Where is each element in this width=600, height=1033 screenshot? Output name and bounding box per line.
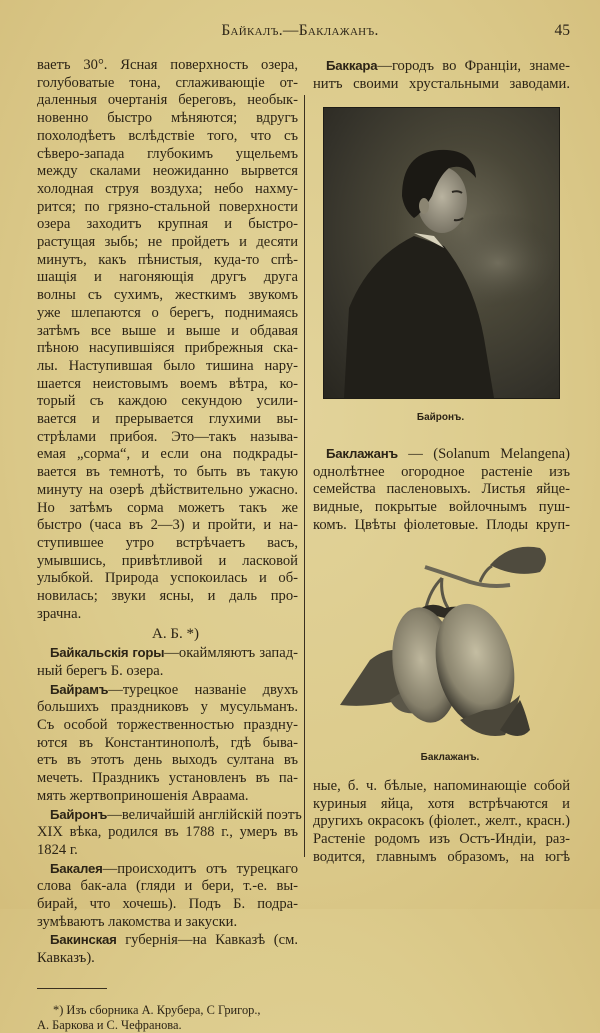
text-line: ступившее утро встрѣчаетъ васъ, [37,534,298,551]
text-line: водится, главнымъ образомъ, на югѣ [313,848,570,865]
footnote-line: А. Баркова и С. Чефранова. [37,1017,182,1032]
running-title: Байкалъ.—Баклажанъ. [221,22,379,39]
entry-bairam [37,681,298,806]
portrait-caption: Байронъ. [416,412,465,423]
entry-eggplant [313,445,570,535]
text-line: затѣмъ все выше и выше и обдавая [37,322,298,339]
entry-text: —величайшій англійскій поэтъ [107,806,302,823]
text-line: видные, покрытые войлочнымъ пуш- [313,499,570,516]
text-line: торый съ каждою секундою усили- [37,393,298,410]
text-line: волны съ сухимъ, жесткимъ звукомъ [37,287,298,304]
text-line: холодная струя воздуха; небо нахму- [37,180,298,197]
text-line: новилась; звуки ясны, и даль про- [37,588,298,605]
entry-term: Бакалея [50,860,103,876]
text-line: умывшись, привѣтливой и ласковой [37,552,298,569]
text-line: озера заходитъ крупная и быстро- [37,216,298,233]
author-signature: А. Б. *) [152,625,199,642]
text-line: сѣверо-запада глубокимъ ущельемъ [37,145,298,162]
entry-text: —происходитъ отъ турецкаго [102,860,298,877]
text-line: уже шлепаются о берегъ, поднимаясь [37,304,298,321]
entry-byron [37,806,302,860]
text-line: зрачна. [37,605,82,622]
text-line: вается въ темнотѣ, то быть въ такую [37,464,298,481]
text-line: растущая зыбь; не пройдетъ и десяти [37,234,298,251]
portrait-engraving-icon [323,107,560,399]
text-line: комъ. Цвѣты фіолетовые. Плоды круп- [313,516,570,533]
text-line: большихъ праздниковъ у мусульманъ. [37,699,298,716]
entry-term: Байкальскія горы [50,645,165,661]
baikal-continuation-paragraph [37,57,298,624]
text-line: шается неистовымъ воемъ вѣтра, ко- [37,375,298,392]
entry-term: Бакинская [50,932,117,948]
text-line: XIX вѣка, родился въ 1788 г., умеръ въ [37,824,298,841]
text-line: куриныя яйца, хотя встрѣчаются и [313,795,570,812]
entry-term: Баккара [326,58,378,73]
entry-baikal-mountains [37,644,298,680]
footnote-rule [37,988,107,989]
text-line: ются въ Константинополѣ, гдѣ быва- [37,734,298,751]
text-line: шащія и нагоняющія другъ друга [37,269,298,286]
text-line: семейства пасленовыхъ. Листья яйце- [313,481,570,498]
text-line: улыбкой. Природа успокоилась и об- [37,570,298,587]
text-line: однолѣтнее огородное растеніе изъ [313,463,570,480]
text-line: емая „сорма“, и если она подкрады- [37,446,298,463]
text-line: мять жертвоприношенія Авраама. [37,787,249,804]
entry-term: Байронъ [50,806,108,822]
entry-baccarat [313,57,570,93]
text-line: голубоватые тона, сглаживающіе от- [37,74,298,91]
page-number: 45 [554,22,570,39]
text-line: Съ особой торжественностью праздну- [37,717,298,734]
text-line: слова бак-ала (гляди и бери, т.-е. вы- [37,878,298,895]
footnote-line: *) Изъ сборника А. Крубера, С Григор., [53,1002,261,1017]
text-line: ный берегъ Б. озера. [37,662,164,679]
page-header [0,22,600,42]
text-line: другихъ окрасокъ (фіолет., желт., красн.) [313,813,570,830]
text-line: рится; по грязно-стальной поверхности [37,198,298,215]
text-line: бирай, что хочешь). Подъ Б. подра- [37,896,298,913]
text-line: Кавказъ). [37,950,95,967]
text-line: между скалами неожиданно вырвется [37,163,298,180]
eggplant-drawing [330,530,570,745]
entry-term: Байрамъ [50,681,109,697]
text-line: ные, б. ч. бѣлые, напоминающіе собой [313,778,570,794]
entry-text: — (Solanum Melangena) [397,446,570,462]
text-line: мечеть. Праздникъ установленъ въ па- [37,770,298,787]
eggplant-caption: Баклажанъ. [420,752,480,763]
entry-text: —турецкое названіе двухъ [108,681,298,698]
entry-text: губернія—на Кавказѣ (см. [116,932,298,949]
left-column [37,57,302,1033]
eggplant-illustration-icon [330,530,570,745]
text-line: Но затѣмъ сорма можетъ такъ же [37,499,298,516]
text-line: стрѣлами прибоя. Это—такъ называ- [37,428,298,445]
text-line: зумѣваютъ лакомства и закуски. [37,913,238,930]
byron-portrait-illustration [324,108,559,398]
text-line: пѣною насупившіяся прибрежныя ска- [37,340,298,357]
text-line: минуту на озерѣ дѣйствительно ужасно. [37,481,298,498]
text-line: новенно быстро мѣняются; вдругъ [37,110,298,127]
entry-bakaleya [37,860,298,932]
text-line: быстро (часа въ 2—3) и пройти, и на- [37,517,298,534]
text-line: минутъ, какъ пѣнистыя, куда-то спѣ- [37,251,298,268]
entry-text: —городъ во Франціи, знаме- [377,58,570,74]
column-divider [304,95,305,857]
footnote [37,1003,298,1033]
entry-term: Баклажанъ [326,446,398,461]
text-line: даленныя очертанія береговъ, необык- [37,92,298,109]
entry-baku-province [37,931,298,967]
text-line: нитъ своими хрустальными заводами. [313,75,570,92]
entry-eggplant-continued [313,778,570,867]
text-line: Растеніе родомъ изъ Остъ-Индіи, раз- [313,831,570,848]
text-line: лы. Наступившая было тишина нару- [37,357,298,374]
entry-text: —окаймляютъ запад- [164,645,298,662]
text-line: вается и прерывается глухими вы- [37,411,298,428]
text-line: ваетъ 30°. Ясная поверхность озера, [37,57,298,73]
text-line: 1824 г. [37,841,78,858]
text-line: етъ въ этотъ день выходъ султана въ [37,752,298,769]
text-line: похолодѣетъ вслѣдствіе того, что съ [37,127,298,144]
